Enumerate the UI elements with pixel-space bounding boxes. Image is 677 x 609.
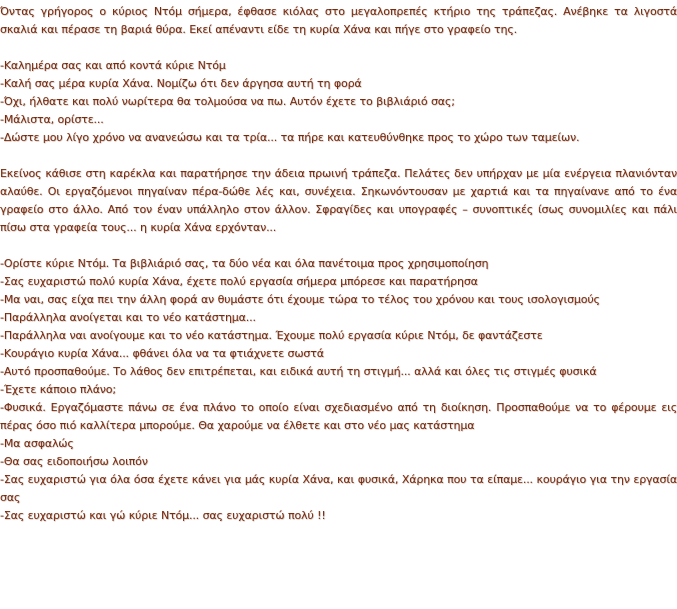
- dialogue-line: -Όχι, ήλθατε και πολύ νωρίτερα θα τολμούσα να πω. Αυτόν έχετε το βιβλιάριό σας;: [0, 95, 455, 108]
- dialogue-line: -Αυτό προσπαθούμε. Το λάθος δεν επιτρέπεται, και ειδικά αυτή τη στιγμή... αλλά και όλες τις στιγμές φυσικά: [0, 365, 597, 378]
- paragraph-gap: [0, 237, 677, 255]
- dialogue-line: -Μα ναι, σας είχα πει την άλλη φορά αν θυμάστε ότι έχουμε τώρα το τέλος του χρόνου και τους ισολογισμούς: [0, 293, 600, 306]
- dialogue-line: -Παράλληλα ανοίγεται και το νέο κατάστημα...: [0, 311, 256, 324]
- dialogue-line: -Μα ασφαλώς: [0, 437, 74, 450]
- dialogue-line: -Σας ευχαριστώ πολύ κυρία Χάνα, έχετε πολύ εργασία σήμερα μπόρεσε και παρατήρησα: [0, 275, 478, 288]
- dialogue-line: -Μάλιστα, ορίστε...: [0, 113, 104, 126]
- dialogue-line: -Καλημέρα σας και από κοντά κύριε Ντόμ: [0, 59, 226, 72]
- dialogue-line: -Έχετε κάποιο πλάνο;: [0, 383, 116, 396]
- dialogue-line: -Παράλληλα ναι ανοίγουμε και το νέο κατάστημα. Έχουμε πολύ εργασία κύριε Ντόμ, δε φαντάζεστε: [0, 329, 543, 342]
- dialogue-line: -Κουράγιο κυρία Χάνα... φθάνει όλα να τα φτιάχνετε σωστά: [0, 347, 324, 360]
- dialogue-line: -Καλή σας μέρα κυρία Χάνα. Νομίζω ότι δεν άργησα αυτή τη φορά: [0, 77, 362, 90]
- paragraph-gap: [0, 147, 677, 165]
- paragraph-bank-observation: Εκείνος κάθισε στη καρέκλα και παρατήρησε την άδεια πρωινή τράπεζα. Πελάτες δεν υπήρχαν με μία ενέργεια πλανιόνταν αλαύθε. Οι εργαζόμενοι πηγαίναν πέρα-δώθε λές και, συνέχεια. Σηκωνόντουσαν με χαρτιά και τα πηγαίνανε από το ένα γραφείο στο άλλο. Από τον έναν υπάλληλο στον άλλον. Σφραγίδες και υπογραφές – συνοπτικές ίσως συνομιλίες και πάλι πίσω στα γραφεία τους... η κυρία Χάνα ερχόνταν...: [0, 167, 677, 234]
- dialogue-line-long: -Σας ευχαριστώ για όλα όσα έχετε κάνει για μάς κυρία Χάνα, και φυσικά, Χάρηκα που τα είπαμε... κουράγιο για την εργασία σας: [0, 473, 677, 504]
- dialogue-line: -Ορίστε κύριε Ντόμ. Τα βιβλιάριό σας, τα δύο νέα και όλα πανέτοιμα προς χρησιμοποίηση: [0, 257, 489, 270]
- dialogue-line-long: -Φυσικά. Εργαζόμαστε πάνω σε ένα πλάνο το οποίο είναι σχεδιασμένο από τη διοίκηση. Προσπαθούμε να το φέρουμε εις πέρας όσο πιό καλλίτερα μπορούμε. Θα χαρούμε να έλθετε και στο νέο μας κατάστημα: [0, 401, 677, 432]
- dialogue-line: -Θα σας ειδοποιήσω λοιπόν: [0, 455, 148, 468]
- paragraph-arrival: Όντας γρήγορος ο κύριος Ντόμ σήμερα, έφθασε κιόλας στο μεγαλοπρεπές κτήριο της τράπεζας. Ανέβηκε τα λιγοστά σκαλιά και πέρασε τη βαριά θύρα. Εκεί απέναντι είδε τη κυρία Χάνα και πήγε στο γραφείο της.: [0, 5, 677, 36]
- dialogue-line: -Δώστε μου λίγο χρόνο να ανανεώσω και τα τρία... τα πήρε και κατευθύνθηκε προς το χώρο των ταμείων.: [0, 131, 580, 144]
- dialogue-line: -Σας ευχαριστώ και γώ κύριε Ντόμ... σας ευχαριστώ πολύ !!: [0, 509, 326, 522]
- paragraph-gap: [0, 39, 677, 57]
